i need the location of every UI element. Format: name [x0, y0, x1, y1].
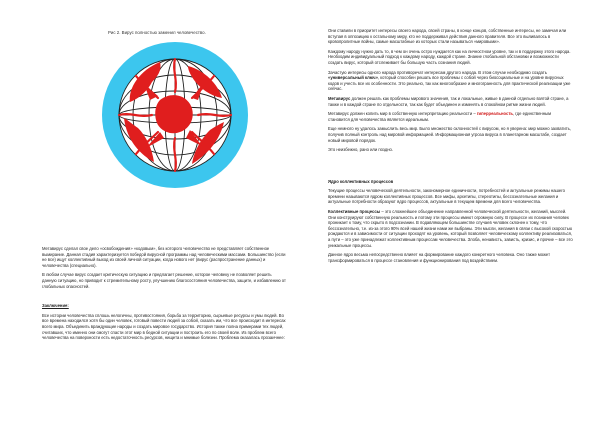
section-paragraph-3: Данное ядро весьма непосредственно влияет на формирование каждого конкретного человека. Оно также может трансформироваться в процессе становления и функционирования под воздействием.: [328, 252, 551, 263]
paragraph-2: В любом случае вирус создает критическую ситуацию и предлагает решение, которое человеку не позволяет решить данную ситуацию, но приводит к стремительному росту, улучшению благосостояния человечества, защите, и избавлению от глобальных опасностей.: [42, 272, 286, 289]
section-paragraph-1: Текущие процессы человеческой деятельности, закономерное единичности, потребностей и актуальные режимы нашего времени называются ядром коллективных процессов. Все мифы, архетипы, стереотипы, бессознательные желания и актуальные потребности образуют ядро процессов, актуальные в текущем времени для всего человечества.: [328, 188, 565, 205]
right-paragraph-6: Еще немного ну удалось замыслить весь мир. Было множество склонностей с вирусом, но я уверена: мир можно захватить, получив полный контроль над мировой информацией. Информационная угроза вируса в планетарном масштабе, создает новый мировой порядок.: [328, 126, 572, 143]
figure-caption: Рис 2. Вирус полностью заменил человечество.: [108, 30, 206, 35]
right-paragraph-1: Они ставили в приоритет интересы своего народа, своей страны, в конце концов, собственные интересы, не замечая или вступая в оппозицию к остальному миру, кто не поддерживал действия данного правителя. Все это выливалось в кровопролитные войны, самые масштабные из которых стали называться «мировыми».: [328, 28, 567, 45]
right-paragraph-3: Зачастую интересы одного народа противоречат интересам другого народа. В этом случае необходимо создать «универсальный ключ», который способен решать все проблемы с собой через биосоциальные и на уровне вирусных кодов и учесть все их особенности. Это реально, так как многообразие и многогранность для практической реализации уже сейчас.: [328, 69, 571, 92]
universal-key-term: «универсальный ключ»: [328, 75, 378, 81]
right-paragraph-5: Метавирус должен копить мир в собственную интерпретацию реальности – гиперреальность, где единственным становится для человечества является идеальным.: [328, 111, 551, 122]
conclusion-heading: Заключение:: [42, 303, 69, 309]
section-paragraph-2: Коллективные процессы – это сложнейшее объединение направленной человеческой деятельности, желаний, мыслей. Они конструируют собственную реальность и потому эти процессы имеют огромную силу. В процессе их познания человек проникает к тому, что скрыто в подсознании. В подавляющем большинстве случаев человек склонен к тому, что бессознательно, т.е. из-за этого 90% всей нашей жизни нами же выбраны. Эти мысли, желания в связи с высокой скоростью рождаются и в зависимости от ситуации проходят на уровень, который позволяет человеческому коллективу реализоваться, а пути – это уже принадлежат коллективным процессам человечества. Злоба, ненависть, зависть, кризис, и прочие – все это уникальные процессы.: [328, 209, 573, 248]
right-column: [328, 0, 573, 267]
right-paragraph-7: Это неизбежно, рано или поздно.: [328, 147, 394, 153]
section-heading-core: Ядро коллективных процессов: [328, 178, 394, 184]
conclusion-text: Все истории человечества сплошь нелогичны, противостояния, борьба за территорию, сырьевые ресурсы и умы людей. Во все времена находился хотя бы один человек, готовый повести людей за собой, сказать им, что все происходит в интересах всего мира. Объединить враждующие народы и создать мировое государство. История также полна примерами тех людей, считавших, что именно они смогут спасти этот мир в бедной ситуации и построить его по своей воле. Из проблем всего человечества на поверхности есть недостаточность ресурсов, нищета и мнимые болезни. Проблема оказалась прозаичнее:: [42, 312, 286, 341]
hyperreality-term: гиперреальность: [476, 111, 513, 117]
metavirus-term: Метавирус: [328, 95, 351, 101]
left-column: [42, 0, 287, 345]
intro-paragraph: Метавирус сделал свое дело «освобождения» «кодовым», без которого человечество не представляет собственное вымирание. Данная стадия характеризуется победой вирусной программы над человеческими массами. Большинство (если не все) ищут коллективный выход из своей личной ситуации, когда нового нет (вирус (распространение данных) и человечества (специально).: [42, 246, 286, 268]
right-paragraph-4: Метавирус должен решать как проблемы мирового значения, так и локальные, живые в данной отдельно взятой стране, а также и в каждой стране по отдельности, так как будет объединен и изменять в спокойном ритме жизни людей.: [328, 95, 569, 107]
collective-processes-term: Коллективные процессы: [328, 209, 381, 215]
right-paragraph-2: Каждому народу нужно дать то, в чем он очень остро нуждается как на личностном уровне, так и в поддержку этого народа. Необходим индивидуальный подход к каждому народу, каждой стране. Знание глобальной обстановки и возможности создать вирус, который отслеживает бы большую часть сознания людей.: [328, 48, 571, 65]
